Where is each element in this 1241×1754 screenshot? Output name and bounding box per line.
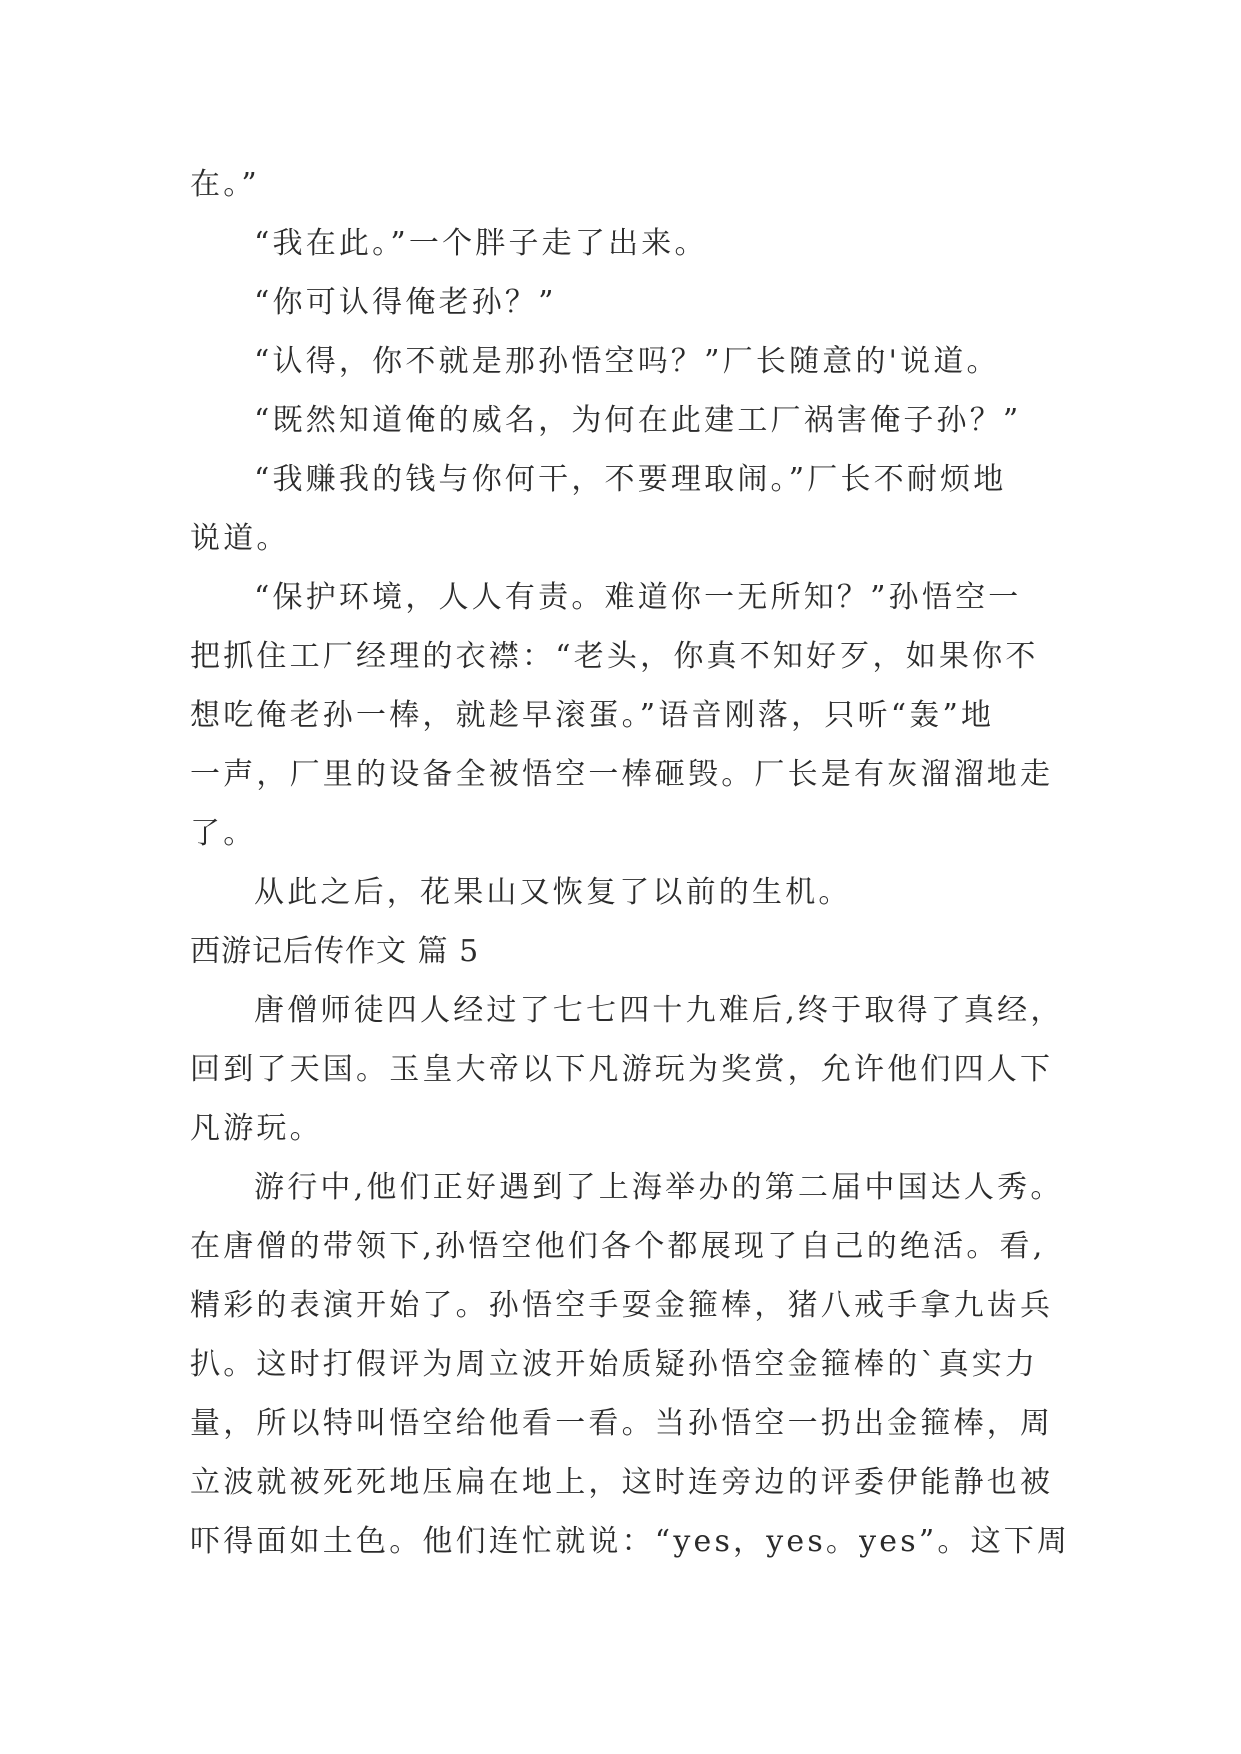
- text-line: 精彩的表演开始了。孙悟空手耍金箍棒，猪八戒手拿九齿兵: [190, 1288, 1054, 1323]
- text-line: 唐僧师徒四人经过了七七四十九难后,终于取得了真经，: [254, 993, 1064, 1028]
- text-line: “我在此。”一个胖子走了出来。: [254, 226, 708, 261]
- text-line: 在唐僧的带领下,孙悟空他们各个都展现了自己的绝活。看,: [190, 1229, 1046, 1264]
- text-line: 回到了天国。玉皇大帝以下凡游玩为奖赏，允许他们四人下: [190, 1052, 1054, 1087]
- text-line: 游行中,他们正好遇到了上海举办的第二届中国达人秀。: [254, 1170, 1064, 1205]
- text-line: 扒。这时打假评为周立波开始质疑孙悟空金箍棒的`真实力: [190, 1347, 1039, 1382]
- text-line: “我赚我的钱与你何干，不要理取闹。”厂长不耐烦地: [254, 462, 1007, 497]
- text-line: “保护环境，人人有责。难道你一无所知？”孙悟空一: [254, 580, 1022, 615]
- text-line: 凡游玩。: [190, 1111, 323, 1146]
- text-line: 从此之后，花果山又恢复了以前的生机。: [254, 875, 852, 910]
- text-line: “你可认得俺老孙？”: [254, 285, 557, 320]
- text-line: 了。: [190, 816, 257, 851]
- text-line: 一声，厂里的设备全被悟空一棒砸毁。厂长是有灰溜溜地走: [190, 757, 1054, 792]
- text-line: 想吃俺老孙一棒，就趁早滚蛋。”语音刚落，只听“轰”地: [190, 698, 995, 733]
- text-line: “既然知道俺的威名，为何在此建工厂祸害俺子孙？”: [254, 403, 1022, 438]
- text-line: 量，所以特叫悟空给他看一看。当孙悟空一扔出金箍棒，周: [190, 1406, 1054, 1441]
- text-line: 立波就被死死地压扁在地上，这时连旁边的评委伊能静也被: [190, 1465, 1054, 1500]
- section-heading: 西游记后传作文 篇 5: [190, 934, 480, 969]
- text-line: 在。”: [190, 167, 260, 202]
- text-line: 吓得面如土色。他们连忙就说：“yes，yes。yes”。这下周: [190, 1524, 1071, 1559]
- text-line: 说道。: [190, 521, 290, 556]
- text-line: 把抓住工厂经理的衣襟：“老头，你真不知好歹，如果你不: [190, 639, 1039, 674]
- document-page: [190, 155, 1071, 1571]
- text-line: “认得，你不就是那孙悟空吗？”厂长随意的'说道。: [254, 344, 1000, 379]
